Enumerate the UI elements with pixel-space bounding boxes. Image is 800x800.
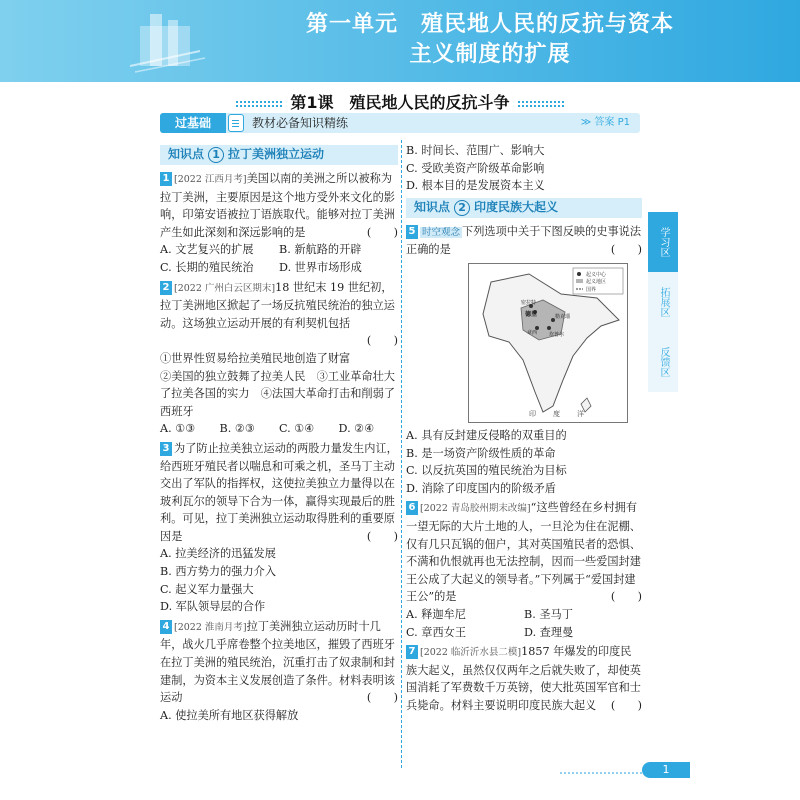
option-a[interactable]: A. 具有反封建反侵略的双重目的 <box>406 428 567 442</box>
question-source: [2022 青岛胶州期末改编] <box>420 503 531 515</box>
option-a[interactable]: A. 拉美经济的迅猛发展 <box>160 547 276 561</box>
answer-paren: ( ) <box>366 529 398 543</box>
map-label-ocean-1: 印 <box>529 409 536 418</box>
section-bar <box>160 113 640 133</box>
question-text: 拉丁美洲独立运动历时十几年，战火几乎席卷整个拉美地区，摧毁了西班牙在拉丁美洲的殖民统治，沉重打击了奴隶制和封建制，为资本主义发展创造了条件。材料表明该运动 <box>160 619 395 705</box>
tab-feedback-area[interactable]: 反馈区 <box>648 332 678 392</box>
question-source: [2022 广州白云区期末] <box>174 282 276 294</box>
answer-paren: ( ) <box>366 691 398 705</box>
knowledge-point-header <box>160 145 398 165</box>
decor-dots-left <box>236 101 282 107</box>
india-uprising-map <box>468 263 628 423</box>
footer-decoration <box>560 766 650 774</box>
question-7 <box>406 643 642 714</box>
right-column <box>406 142 642 716</box>
unit-banner <box>0 0 800 82</box>
map-drawing <box>469 264 627 422</box>
question-number: 1 <box>160 172 172 186</box>
knowledge-point-number: 2 <box>454 200 470 216</box>
city-illustration-icon <box>110 6 220 76</box>
options-row <box>160 241 398 259</box>
question-6 <box>406 499 642 641</box>
knowledge-point-number: 1 <box>208 147 224 163</box>
question-source: [2022 临沂沂水县二模] <box>420 647 522 659</box>
option-b[interactable]: B. ②③ <box>219 422 255 436</box>
option-c[interactable]: C. 起义军力量强大 <box>160 582 254 596</box>
options-row <box>160 420 398 438</box>
tab-extension-area[interactable]: 拓展区 <box>648 272 678 332</box>
unit-title-line2: 主义制度的扩展 <box>409 42 571 67</box>
question-number: 3 <box>160 442 172 456</box>
lesson-title <box>0 90 800 113</box>
notebook-icon <box>228 114 244 132</box>
question-text: 为了防止拉美独立运动的两股力量发生内讧，给西班牙殖民者以喘息和可乘之机，圣马丁主动交出了军队的指挥权，这使拉美独立力量得以在玻利瓦尔的领导下合为一体，赢得实现最后的胜利。可见，拉丁美洲独立运动取得胜利的重要原因是 <box>160 441 398 543</box>
option-c[interactable]: C. 受欧美资产阶级革命影响 <box>406 161 545 175</box>
option-a[interactable]: A. 使拉美所有地区获得解放 <box>160 708 299 722</box>
question-source: [2022 江西月考] <box>174 174 247 185</box>
question-number: 2 <box>160 281 172 295</box>
question-text: 美国以南的美洲之所以被称为拉丁美洲，主要原因是这个地方受外来文化的影响，印第安语被拉丁语族取代。能够对拉丁美洲产生如此深刻和深远影响的是 <box>160 172 395 239</box>
answer-paren: ( ) <box>366 334 398 348</box>
option-b[interactable]: B. 西方势力的强力介入 <box>160 565 277 579</box>
legend-border: 国界 <box>586 286 597 293</box>
option-c[interactable]: C. 以反抗英国的殖民统治为目标 <box>406 464 567 478</box>
unit-title <box>220 10 760 70</box>
option-c[interactable]: C. ①④ <box>279 422 315 436</box>
option-b[interactable]: B. 是一场资产阶级性质的革命 <box>406 446 556 460</box>
section-tag: 过基础 <box>160 113 226 133</box>
map-label-delhi: 德里 <box>525 310 538 318</box>
lesson-title-text: 第1课 殖民地人民的反抗斗争 <box>290 93 510 112</box>
answer-reference[interactable] <box>581 113 630 133</box>
option-a[interactable]: A. ①③ <box>160 422 196 436</box>
option-a[interactable]: A. 文艺复兴的扩展 <box>160 243 254 257</box>
answer-paren: ( ) <box>366 225 398 239</box>
option-d[interactable]: D. 消除了印度国内的阶级矛盾 <box>406 481 556 495</box>
decor-dots-right <box>518 101 564 107</box>
question-3 <box>160 440 398 616</box>
option-d[interactable]: D. 根本目的是发展资本主义 <box>406 179 545 193</box>
answer-paren: ( ) <box>610 698 642 712</box>
tab-study-area[interactable]: 学习区 <box>648 212 678 272</box>
option-b[interactable]: B. 新航路的开辟 <box>279 243 362 257</box>
question-number: 5 <box>406 225 418 239</box>
knowledge-point-tag: 知识点 <box>414 199 451 214</box>
question-5 <box>406 223 642 498</box>
question-text: 1857 年爆发的印度民族大起义，虽然仅仅两年之后就失败了，却使英国消耗了军费数千万英镑，使大批英国军官和士兵毙命。材料主要说明印度民族大起义 <box>406 645 641 712</box>
knowledge-point-title: 印度民族大起义 <box>474 199 559 214</box>
option-d[interactable]: D. 查理曼 <box>524 625 574 639</box>
question-text: 下列选项中关于下图反映的史事说法正确的是 <box>406 224 642 257</box>
map-label-ocean-2: 度 <box>553 409 560 418</box>
option-b[interactable]: B. 圣马丁 <box>524 607 573 621</box>
question-text: 18 世纪末 19 世纪初，拉丁美洲地区掀起了一场反抗殖民统治的独立运动。这场独立运动开展的有利契机包括 <box>160 280 395 330</box>
map-label-lucknow: 勒克瑙 <box>555 313 571 320</box>
knowledge-point-header <box>406 198 642 218</box>
column-divider <box>401 140 402 768</box>
question-number: 7 <box>406 645 418 659</box>
answer-paren: ( ) <box>610 590 642 604</box>
statement-1: ①世界性贸易给拉美殖民地创造了财富 <box>160 351 351 365</box>
map-label-jhansi: 章西 <box>527 329 538 336</box>
knowledge-point-tag: 知识点 <box>168 147 205 162</box>
options-row <box>160 259 398 277</box>
question-number: 4 <box>160 620 172 634</box>
question-source: [2022 淮南月考] <box>174 621 247 633</box>
page-number: 1 <box>642 762 690 778</box>
option-c[interactable]: C. 长期的殖民统治 <box>160 260 254 274</box>
answer-label: 答案 <box>594 117 615 128</box>
options-row <box>406 624 642 642</box>
question-4 <box>160 618 398 725</box>
option-d[interactable]: D. 军队领导层的合作 <box>160 600 266 614</box>
options-row <box>406 606 642 624</box>
left-column <box>160 142 398 726</box>
knowledge-point-title: 拉丁美洲独立运动 <box>228 147 325 162</box>
section-subtitle: 教材必备知识精练 <box>252 116 349 130</box>
answer-paren: ( ) <box>610 243 642 257</box>
question-number: 6 <box>406 501 418 515</box>
question-tag: 时空观念 <box>422 226 461 238</box>
question-1 <box>160 170 398 277</box>
question-2 <box>160 279 398 438</box>
legend-area: 起义地区 <box>586 278 607 285</box>
answer-page: P1 <box>617 117 630 128</box>
map-label-ocean-3: 洋 <box>577 409 584 418</box>
unit-title-line1: 第一单元 殖民地人民的反抗与资本 <box>305 12 674 37</box>
map-label-meerut: 密拉特 <box>521 299 537 306</box>
map-label-kanpur: 坎普尔 <box>549 331 565 338</box>
option-d[interactable]: D. 世界市场形成 <box>279 260 362 274</box>
option-d[interactable]: D. ②④ <box>338 422 375 436</box>
option-b[interactable]: B. 时间长、范围广、影响大 <box>406 144 545 157</box>
option-c[interactable]: C. 章西女王 <box>406 625 467 639</box>
legend-center: 起义中心 <box>586 271 607 278</box>
chevron-down-icon: ≫ <box>580 117 592 128</box>
side-tabs <box>648 212 678 392</box>
statement-2: ②美国的独立鼓舞了拉美人民 ③工业革命壮大了拉美各国的实力 ④法国大革命打击和削弱了西班牙 <box>160 369 395 418</box>
option-a[interactable]: A. 释迦牟尼 <box>406 607 466 621</box>
question-text: “这些曾经在乡村拥有一望无际的大片土地的人，一旦沦为住在泥棚、仅有几只瓦锅的佃户，其对英国殖民者的恐惧、不满和仇恨就再也无法控制，因而一些爱国封建王公成了大起义的领导者。”下列属于“爱国封建王公”的是 <box>406 501 641 604</box>
